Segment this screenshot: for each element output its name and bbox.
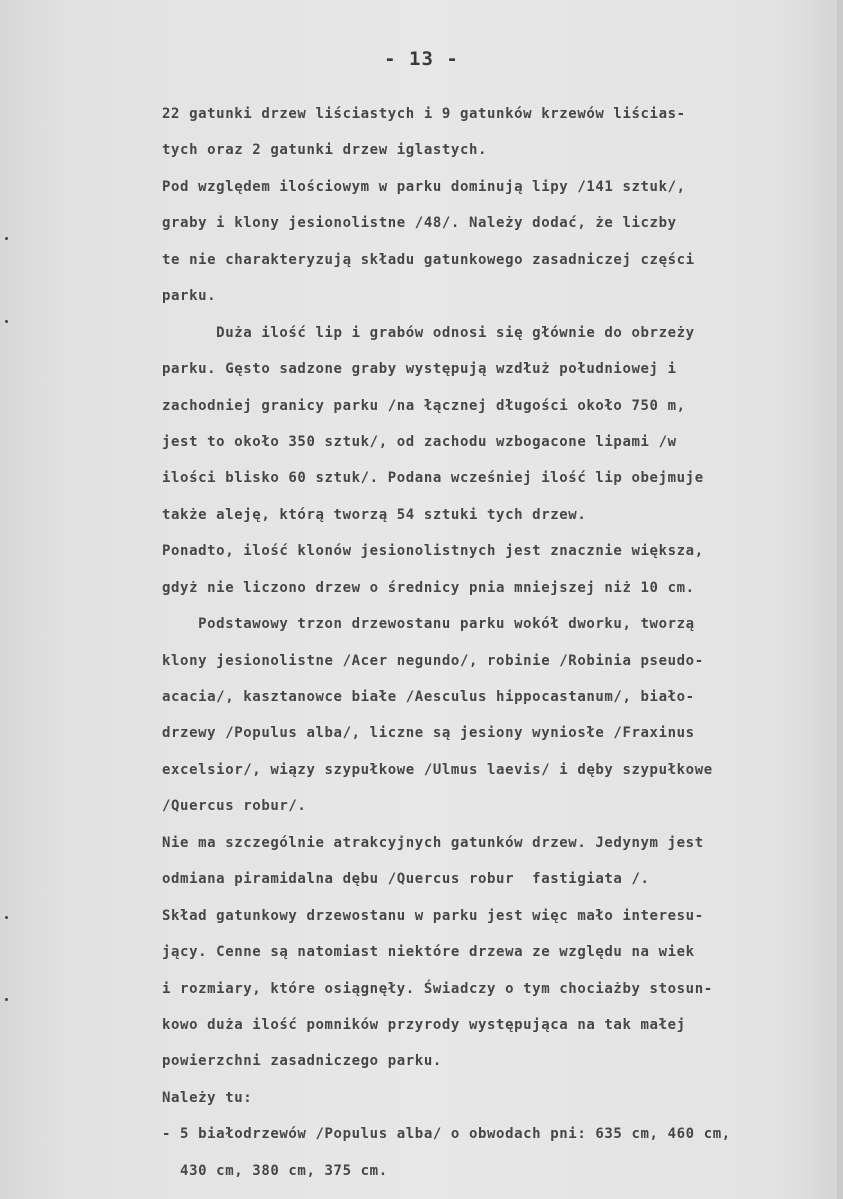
text-line: Duża ilość lip i grabów odnosi się głównie do obrzeży — [162, 324, 695, 341]
text-line: Ponadto, ilość klonów jesionolistnych jest znacznie większa, — [162, 543, 704, 560]
text-line: i rozmiary, które osiągnęły. Świadczy o tym chociażby stosun- — [162, 980, 713, 997]
punch-hole-mark — [5, 998, 8, 1001]
text-line: powierzchni zasadniczego parku. — [162, 1053, 442, 1070]
punch-hole-mark — [5, 320, 8, 323]
text-line: zachodniej granicy parku /na łącznej długości około 750 m, — [162, 397, 686, 414]
text-line: Należy tu: — [162, 1089, 253, 1106]
text-line: jest to około 350 sztuk/, od zachodu wzbogacone lipami /w — [162, 433, 677, 450]
text-line: kowo duża ilość pomników przyrody występująca na tak małej — [162, 1016, 686, 1033]
text-line: 430 cm, 380 cm, 375 cm. — [162, 1162, 388, 1179]
text-line: parku. — [162, 288, 217, 305]
text-line: Skład gatunkowy drzewostanu w parku jest więc mało interesu- — [162, 907, 704, 924]
text-line: klony jesionolistne /Acer negundo/, robinie /Robinia pseudo- — [162, 652, 704, 669]
text-line: graby i klony jesionolistne /48/. Należy dodać, że liczby — [162, 215, 677, 232]
text-line: tych oraz 2 gatunki drzew iglastych. — [162, 142, 488, 159]
text-line: 22 gatunki drzew liściastych i 9 gatunków krzewów liścias- — [162, 106, 686, 122]
body-text — [162, 96, 842, 1189]
text-line: Pod względem ilościowym w parku dominują lipy /141 sztuk/, — [162, 178, 686, 195]
punch-hole-mark — [5, 237, 8, 240]
punch-hole-mark — [5, 916, 8, 919]
text-line: ilości blisko 60 sztuk/. Podana wcześniej ilość lip obejmuje — [162, 470, 704, 487]
text-line: drzewy /Populus alba/, liczne są jesiony wyniosłe /Fraxinus — [162, 725, 695, 742]
text-line: parku. Gęsto sadzone graby występują wzdłuż południowej i — [162, 361, 677, 378]
text-line: także aleję, którą tworzą 54 sztuki tych drzew. — [162, 506, 587, 523]
page-number: - 13 - — [384, 48, 459, 70]
text-line: te nie charakteryzują składu gatunkowego zasadniczej części — [162, 251, 695, 268]
text-line: /Quercus robur/. — [162, 798, 307, 815]
text-line: gdyż nie liczono drzew o średnicy pnia mniejszej niż 10 cm. — [162, 579, 695, 596]
text-line: odmiana piramidalna dębu /Quercus robur fastigiata /. — [162, 871, 650, 888]
text-line: Nie ma szczególnie atrakcyjnych gatunków drzew. Jedynym jest — [162, 834, 704, 851]
text-line: jący. Cenne są natomiast niektóre drzewa ze względu na wiek — [162, 944, 695, 961]
text-line: acacia/, kasztanowce białe /Aesculus hippocastanum/, biało- — [162, 689, 695, 705]
text-line: - 5 białodrzewów /Populus alba/ o obwodach pni: 635 cm, 460 cm, — [162, 1126, 731, 1143]
text-line: excelsior/, wiązy szypułkowe /Ulmus laevis/ i dęby szypułkowe — [162, 761, 713, 778]
text-line: Podstawowy trzon drzewostanu parku wokół dworku, tworzą — [162, 616, 695, 633]
